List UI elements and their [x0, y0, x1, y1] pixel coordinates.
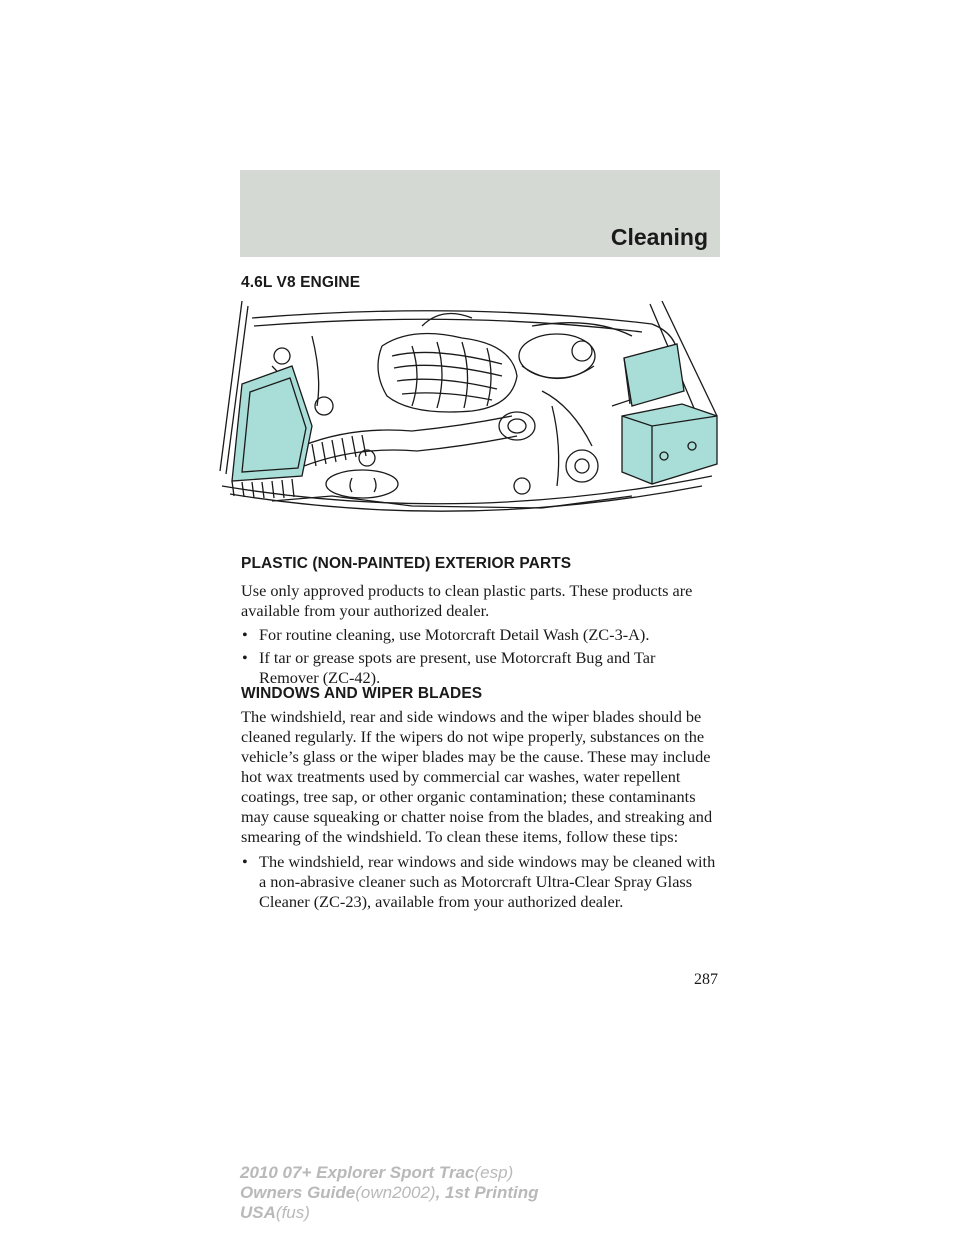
- bullet-marker: •: [242, 625, 248, 644]
- text-line: Use only approved products to clean plastic parts. These products are: [241, 581, 693, 600]
- text-line: hot wax treatments used by commercial car washes, water repellent: [241, 767, 681, 786]
- windows-wipers-heading: WINDOWS AND WIPER BLADES: [241, 685, 483, 702]
- text-line: If tar or grease spots are present, use Motorcraft Bug and Tar: [259, 648, 656, 667]
- footer-printing: , 1st Printing: [435, 1183, 539, 1202]
- footer-market: USA: [240, 1203, 276, 1222]
- section-title: Cleaning: [610, 224, 708, 250]
- bullet-marker: •: [242, 852, 248, 871]
- text-line: available from your authorized dealer.: [241, 601, 490, 620]
- windows-wipers-paragraph: [241, 707, 731, 847]
- text-line: cleaned regularly. If the wipers do not wipe properly, substances on the: [241, 727, 705, 746]
- footer-line-3: [240, 1203, 539, 1223]
- bullet-item: [241, 648, 736, 688]
- text-line: coatings, tree sap, or other organic contamination; these contaminants: [241, 787, 696, 806]
- text-line: may cause squeaking or chatter noise from the blades, and streaking and: [241, 807, 713, 826]
- footer-vehicle-code: (esp): [474, 1163, 514, 1182]
- footer-line-2: [240, 1183, 539, 1203]
- text-line: Remover (ZC-42).: [259, 668, 381, 687]
- plastic-parts-intro: [241, 581, 731, 621]
- footer-market-code: (fus): [275, 1203, 310, 1222]
- page-number: 287: [694, 971, 718, 988]
- section-header-band: [240, 170, 720, 257]
- text-line: Cleaner (ZC-23), available from your authorized dealer.: [259, 892, 624, 911]
- text-line: smearing of the windshield. To clean these items, follow these tips:: [241, 827, 679, 846]
- engine-compartment-illustration: [212, 296, 722, 526]
- bullet-marker: •: [242, 648, 248, 667]
- document-footer: [240, 1163, 539, 1223]
- bullet-item: [241, 625, 736, 645]
- text-line: For routine cleaning, use Motorcraft Detail Wash (ZC-3-A).: [259, 625, 650, 644]
- text-line: vehicle’s glass or the wiper blades may be the cause. These may include: [241, 747, 711, 766]
- footer-vehicle: 2010 07+ Explorer Sport Trac: [240, 1163, 475, 1182]
- text-line: a non-abrasive cleaner such as Motorcraft Ultra-Clear Spray Glass: [259, 872, 693, 891]
- text-line: The windshield, rear windows and side windows may be cleaned with: [259, 852, 716, 871]
- bullet-item: [241, 852, 736, 912]
- text-line: The windshield, rear and side windows and the wiper blades should be: [241, 707, 702, 726]
- plastic-parts-heading: PLASTIC (NON-PAINTED) EXTERIOR PARTS: [241, 555, 572, 572]
- footer-line-1: [240, 1163, 539, 1183]
- engine-heading: 4.6L V8 ENGINE: [241, 274, 361, 291]
- footer-guide: Owners Guide: [240, 1183, 356, 1202]
- footer-guide-code: (own2002): [355, 1183, 436, 1202]
